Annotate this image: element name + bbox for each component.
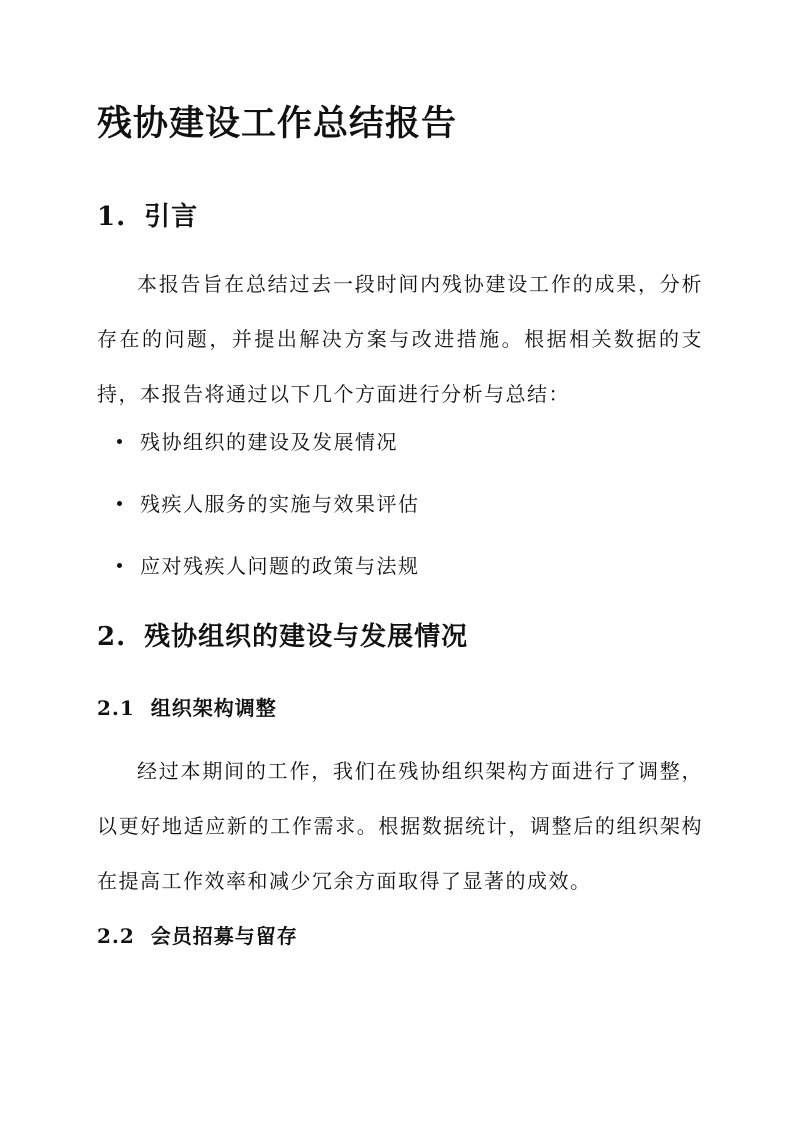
section-1-bullet-list [117,424,420,610]
bullet-text: 残协组织的建设及发展情况 [140,430,398,454]
section-2-title: 残协组织的建设与发展情况 [144,622,469,652]
bullet-item [117,424,420,486]
bullet-dot-icon [117,439,122,444]
section-1-number: 1. [97,202,127,232]
subsection-2-1-paragraph: 经过本期间的工作，我们在残协组织架构方面进行了调整，以更好地适应新的工作需求。根据数据统计，调整后的组织架构在提高工作效率和减少冗余方面取得了显著的成效。 [97,759,703,893]
bullet-text: 应对残疾人问题的政策与法规 [140,554,420,578]
subsection-2-2-title: 会员招募与留存 [150,924,298,948]
bullet-dot-icon [117,501,122,506]
bullet-text: 残疾人服务的实施与效果评估 [140,492,420,516]
section-1-heading [97,196,198,233]
subsection-2-1-title: 组织架构调整 [150,696,277,720]
subsection-2-2-heading [97,920,298,949]
bullet-item [117,486,420,548]
section-1-title: 引言 [144,202,199,232]
subsection-2-1-heading [97,692,277,721]
subsection-2-1-number: 2.1 [97,696,135,720]
document-title: 残协建设工作总结报告 [97,103,458,144]
subsection-2-2-number: 2.2 [97,924,135,948]
bullet-dot-icon [117,563,122,568]
section-1-paragraph: 本报告旨在总结过去一段时间内残协建设工作的成果，分析存在的问题，并提出解决方案与改进措施。根据相关数据的支持，本报告将通过以下几个方面进行分析与总结： [97,272,703,406]
section-2-heading [97,616,468,653]
bullet-item [117,548,420,610]
section-2-number: 2. [97,622,127,652]
